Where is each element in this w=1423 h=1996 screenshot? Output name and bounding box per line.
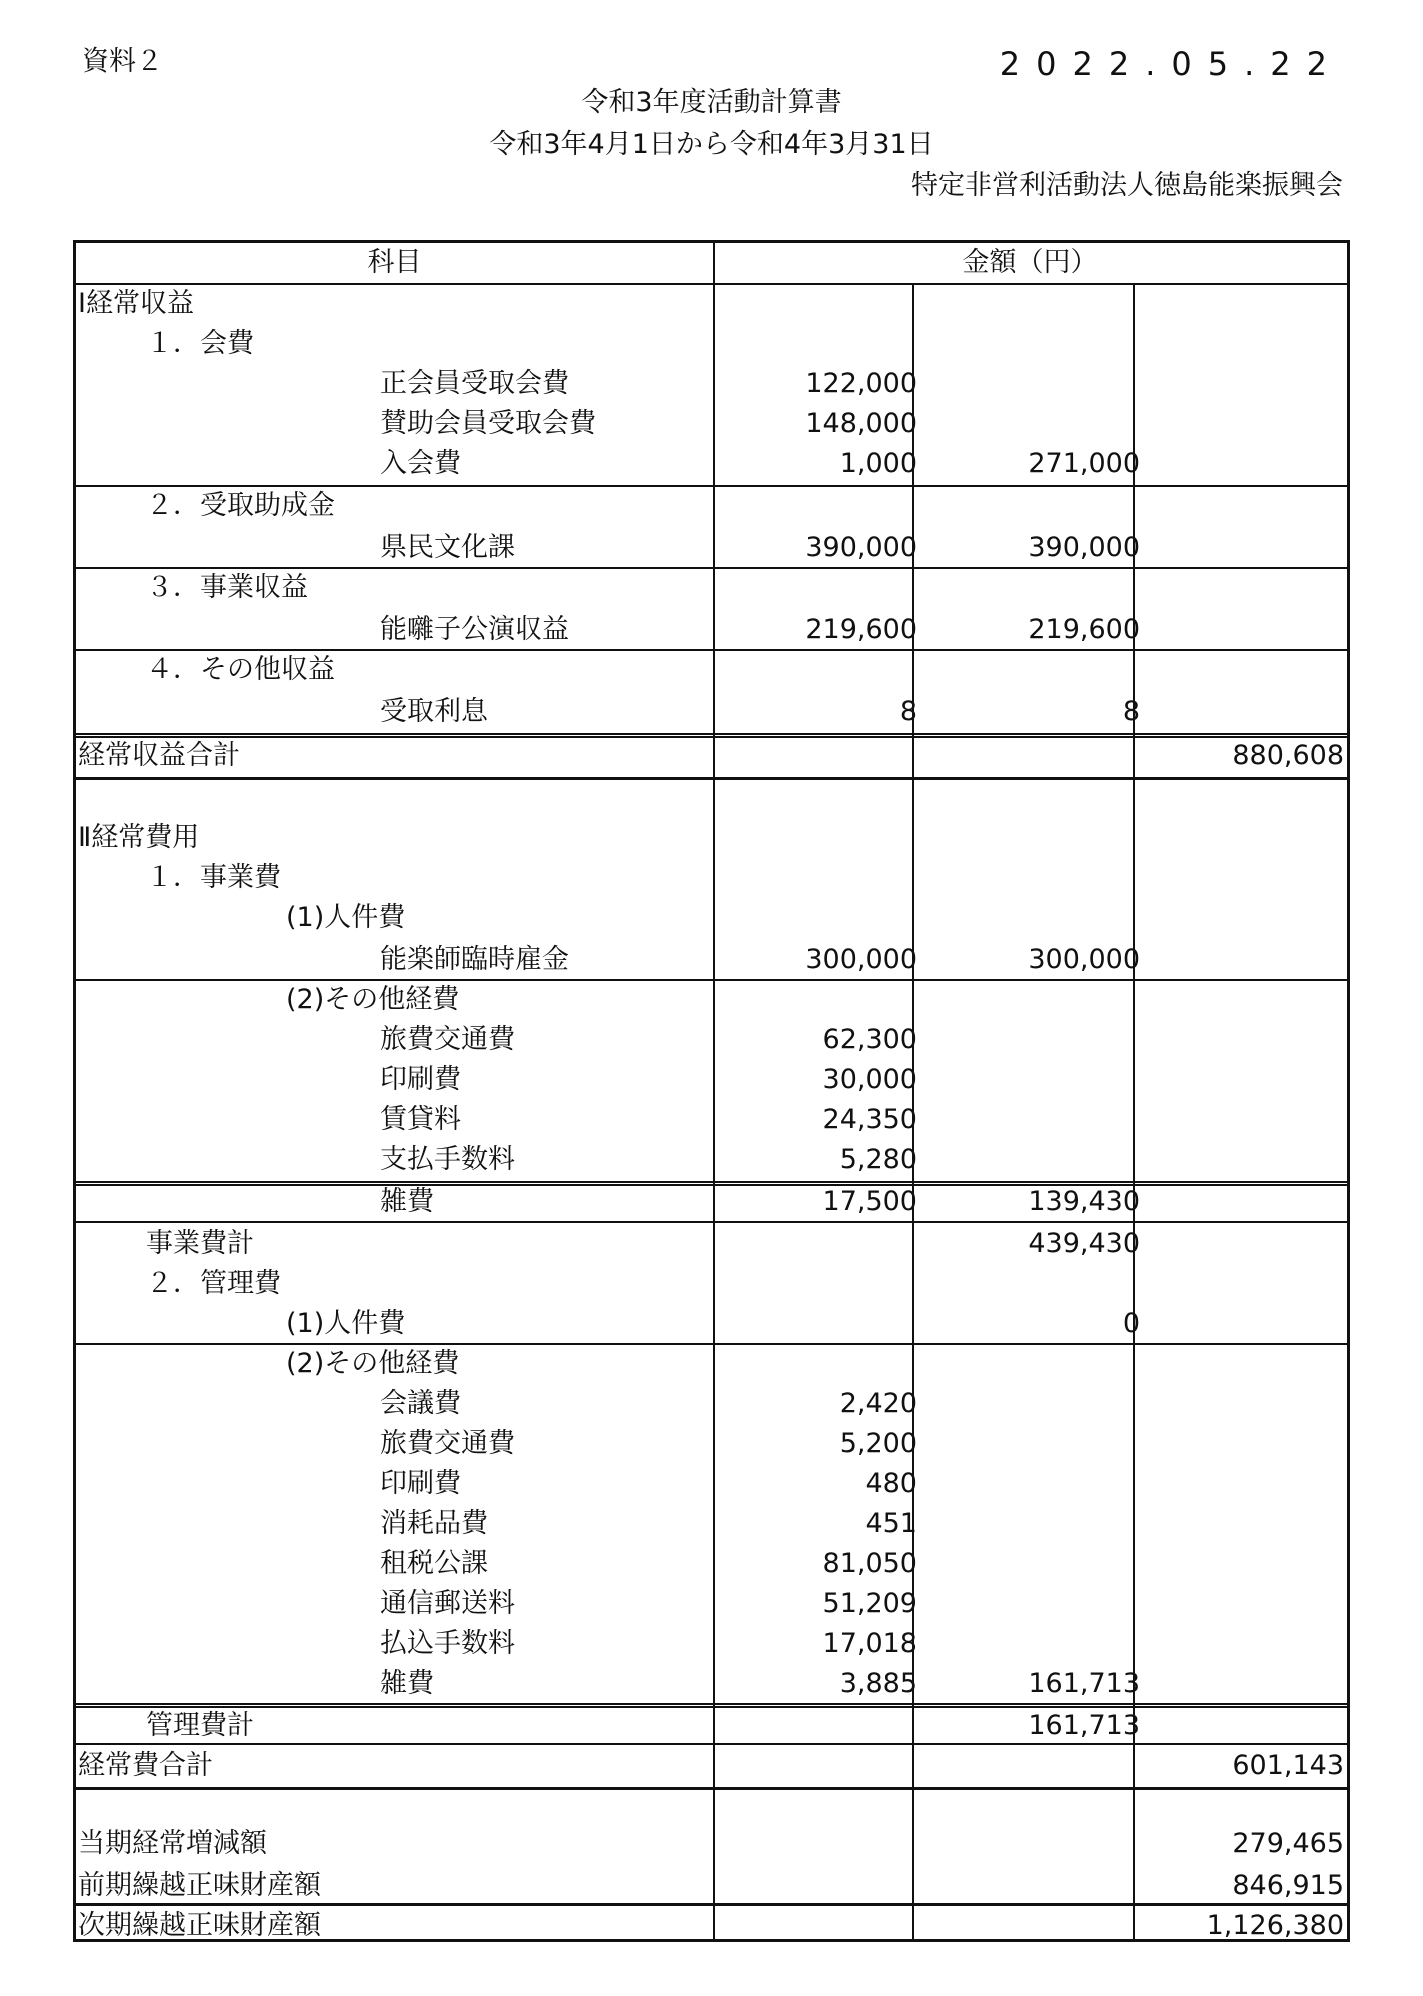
table-row (76, 285, 1347, 323)
row-label: 当期経常増減額 (78, 1828, 267, 1859)
table-row (76, 445, 1347, 483)
row-label: 印刷費 (380, 1468, 461, 1499)
amount-total: 846,915 (1232, 1870, 1344, 1901)
row-label: ２．受取助成金 (146, 490, 335, 521)
document-date: 2022.05.22 (999, 45, 1343, 83)
amount-subtotal: 300,000 (1028, 944, 1140, 975)
amount-detail: 5,200 (839, 1428, 917, 1459)
row-divider (76, 1703, 1347, 1708)
amount-detail: 3,885 (839, 1668, 917, 1699)
amount-detail: 219,600 (805, 614, 917, 645)
row-label: 会議費 (380, 1388, 461, 1419)
table-row (76, 1225, 1347, 1263)
row-label: 雑費 (380, 1668, 434, 1699)
row-divider (76, 733, 1347, 738)
row-label: 入会費 (380, 448, 461, 479)
row-label: (1)人件費 (286, 1308, 406, 1339)
row-divider (76, 283, 1347, 285)
activity-statement-table (73, 240, 1350, 1942)
amount-subtotal: 219,600 (1028, 614, 1140, 645)
row-divider (76, 979, 1347, 981)
row-label: 経常費合計 (78, 1750, 213, 1781)
column-divider (1133, 283, 1135, 1939)
row-label: 印刷費 (380, 1064, 461, 1095)
row-divider (76, 649, 1347, 651)
amount-detail: 17,018 (822, 1628, 917, 1659)
row-label: 消耗品費 (380, 1508, 488, 1539)
table-row (76, 899, 1347, 937)
row-label: (1)人件費 (286, 902, 406, 933)
row-label: 能囃子公演収益 (380, 614, 569, 645)
amount-detail: 51,209 (822, 1588, 917, 1619)
table-row (76, 611, 1347, 649)
row-divider (76, 1787, 1347, 1790)
amount-detail: 62,300 (822, 1024, 917, 1055)
row-label: ４．その他収益 (146, 654, 335, 685)
amount-detail: 24,350 (822, 1104, 917, 1135)
row-label: 前期繰越正味財産額 (78, 1870, 321, 1901)
table-row (76, 1265, 1347, 1303)
row-label: 支払手数料 (380, 1144, 515, 1175)
table-row (76, 1465, 1347, 1503)
table-row (76, 325, 1347, 363)
amount-detail: 451 (865, 1508, 917, 1539)
amount-detail: 2,420 (839, 1388, 917, 1419)
table-row (76, 529, 1347, 567)
row-label: Ⅰ経常収益 (78, 288, 194, 319)
amount-detail: 5,280 (839, 1144, 917, 1175)
row-label: 賃貸料 (380, 1104, 461, 1135)
row-label: (2)その他経費 (286, 984, 460, 1015)
table-row (76, 1021, 1347, 1059)
table-row (76, 405, 1347, 443)
row-divider (76, 1181, 1347, 1186)
amount-detail: 8 (899, 696, 917, 727)
amount-detail: 17,500 (822, 1186, 917, 1217)
table-row (76, 1505, 1347, 1543)
amount-detail: 1,000 (839, 448, 917, 479)
table-row (76, 365, 1347, 403)
column-header-subject: 科目 (367, 247, 422, 278)
row-label: 経常収益合計 (78, 740, 240, 771)
row-label: 雑費 (380, 1186, 434, 1217)
row-label: (2)その他経費 (286, 1348, 460, 1379)
amount-total: 601,143 (1232, 1750, 1344, 1781)
table-row (76, 1585, 1347, 1623)
table-row (76, 1101, 1347, 1139)
table-row (76, 859, 1347, 897)
table-row (76, 981, 1347, 1019)
row-label: 通信郵送料 (380, 1588, 515, 1619)
table-row (76, 1305, 1347, 1343)
table-row (76, 487, 1347, 525)
row-label: 正会員受取会費 (380, 368, 569, 399)
amount-subtotal: 8 (1122, 696, 1140, 727)
table-row (76, 651, 1347, 689)
organization-name: 特定非営利活動法人徳島能楽振興会 (911, 170, 1343, 201)
table-row (76, 1183, 1347, 1221)
column-header-amount: 金額（円） (962, 247, 1098, 278)
row-label: １．事業費 (146, 862, 281, 893)
amount-subtotal: 390,000 (1028, 532, 1140, 563)
table-row (76, 1545, 1347, 1583)
amount-detail: 122,000 (805, 368, 917, 399)
row-label: １．会費 (146, 328, 254, 359)
table-row (76, 693, 1347, 731)
document-label: 資料２ (82, 46, 163, 77)
row-label: ３．事業収益 (146, 572, 308, 603)
document-title: 令和3年度活動計算書 (581, 87, 842, 118)
row-label: 賛助会員受取会費 (380, 408, 596, 439)
row-label: 能楽師臨時雇金 (380, 944, 569, 975)
row-divider (76, 1221, 1347, 1223)
amount-detail: 390,000 (805, 532, 917, 563)
row-divider (76, 1743, 1347, 1745)
row-label: 受取利息 (380, 696, 488, 727)
table-row (76, 941, 1347, 979)
column-divider (713, 243, 715, 1939)
table-row (76, 737, 1347, 775)
row-label: 租税公課 (380, 1548, 488, 1579)
table-row (76, 1141, 1347, 1179)
fiscal-period: 令和3年4月1日から令和4年3月31日 (489, 129, 934, 160)
amount-subtotal: 161,713 (1028, 1668, 1140, 1699)
row-divider (76, 567, 1347, 569)
row-divider (76, 485, 1347, 487)
row-label: 県民文化課 (380, 532, 515, 563)
row-divider (76, 1343, 1347, 1345)
row-label: 次期繰越正味財産額 (78, 1910, 321, 1941)
amount-detail: 30,000 (822, 1064, 917, 1095)
row-label: ２．管理費 (146, 1268, 281, 1299)
table-row (76, 1707, 1347, 1745)
row-label: Ⅱ経常費用 (78, 822, 200, 853)
table-row (76, 1747, 1347, 1785)
amount-subtotal: 139,430 (1028, 1186, 1140, 1217)
amount-subtotal: 0 (1122, 1308, 1140, 1339)
row-divider (76, 1903, 1347, 1906)
table-row (76, 1425, 1347, 1463)
table-row (76, 1345, 1347, 1383)
table-row (76, 1907, 1347, 1945)
row-label: 管理費計 (146, 1710, 254, 1741)
column-divider (912, 283, 914, 1939)
table-row (76, 1825, 1347, 1863)
amount-total: 880,608 (1232, 740, 1344, 771)
table-row (76, 1385, 1347, 1423)
table-row (76, 819, 1347, 857)
table-row (76, 1867, 1347, 1905)
amount-subtotal: 271,000 (1028, 448, 1140, 479)
row-label: 旅費交通費 (380, 1428, 515, 1459)
amount-total: 1,126,380 (1206, 1910, 1344, 1941)
row-label: 事業費計 (146, 1228, 254, 1259)
amount-detail: 300,000 (805, 944, 917, 975)
table-row (76, 1625, 1347, 1663)
amount-detail: 81,050 (822, 1548, 917, 1579)
amount-detail: 480 (865, 1468, 917, 1499)
table-row (76, 1061, 1347, 1099)
amount-subtotal: 161,713 (1028, 1710, 1140, 1741)
table-row (76, 569, 1347, 607)
row-divider (76, 777, 1347, 780)
amount-total: 279,465 (1232, 1828, 1344, 1859)
table-row (76, 1665, 1347, 1703)
amount-subtotal: 439,430 (1028, 1228, 1140, 1259)
row-label: 払込手数料 (380, 1628, 515, 1659)
row-label: 旅費交通費 (380, 1024, 515, 1055)
amount-detail: 148,000 (805, 408, 917, 439)
